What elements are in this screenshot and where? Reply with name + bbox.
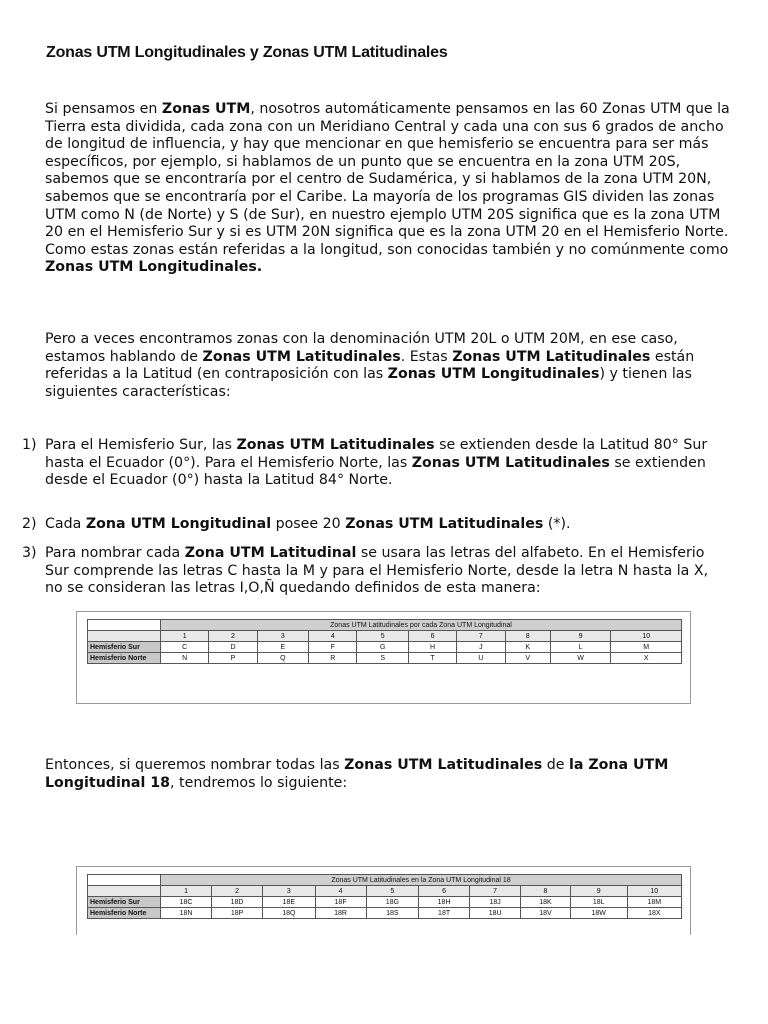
text-run: , tendremos lo siguiente: (170, 774, 348, 791)
table-cell: 18W (570, 908, 627, 919)
table-cell: 18X (627, 908, 681, 919)
column-number: 9 (550, 631, 611, 642)
text-run: Entonces, si queremos nombrar todas las (45, 757, 345, 773)
column-number: 9 (570, 886, 627, 897)
list-number: 1) (22, 437, 37, 453)
table-cell: 18K (521, 897, 571, 908)
table-cell: 18H (419, 897, 470, 908)
column-number: 5 (366, 886, 418, 897)
column-number: 7 (457, 631, 505, 642)
table-cell: 18C (161, 897, 212, 908)
bold-run: Zonas UTM Longitudinales. (45, 259, 263, 276)
table-cell: 18D (212, 897, 263, 908)
table-cell: E (257, 642, 308, 653)
text-run: ) y tienen las siguientes características: (45, 366, 692, 400)
table-cell: S (357, 653, 408, 664)
table-corner (88, 886, 161, 897)
table-corner (88, 620, 161, 631)
column-number: 3 (257, 631, 308, 642)
table-cell: 18N (161, 908, 212, 919)
text-run: se extienden desde la Latitud 80° Sur hasta el Ecuador (0°). Para el Hemisferio Norte, las (45, 437, 708, 471)
text-run: Si pensamos en (45, 101, 162, 117)
table-cell: T (408, 653, 456, 664)
text-run: (*). (543, 516, 571, 532)
table-cell: C (161, 642, 209, 653)
column-number: 8 (521, 886, 571, 897)
bold-run: Zonas UTM Latitudinales (345, 516, 544, 532)
table-figure-zone-18 (76, 866, 691, 935)
table-cell: 18G (366, 897, 418, 908)
table-cell: R (309, 653, 357, 664)
bold-run: Zonas UTM Longitudinales (387, 366, 600, 383)
list-item-text (45, 545, 715, 598)
bold-run: Zona UTM Longitudinal (85, 516, 272, 532)
text-run: Para el Hemisferio Sur, las (45, 437, 237, 453)
table-figure-letters (76, 611, 691, 704)
table-cell: K (505, 642, 550, 653)
table-cell: 18R (315, 908, 366, 919)
table-cell: 18P (212, 908, 263, 919)
text-run: Cada (45, 516, 86, 532)
list-item-text (45, 437, 715, 490)
table-cell: 18U (470, 908, 521, 919)
table-cell: N (161, 653, 209, 664)
bold-run: Zonas UTM Latitudinales (202, 348, 401, 365)
bold-run: Zonas UTM Latitudinales (452, 348, 651, 365)
text-run: están referidas a la Latitud (en contraposición con las (45, 348, 695, 383)
column-number: 3 (263, 886, 315, 897)
row-header: Hemisferio Norte (88, 908, 161, 919)
paragraph-latitudinal (45, 331, 735, 401)
bold-run: la Zona UTM Longitudinal 18 (45, 757, 669, 791)
table-cell: 18J (470, 897, 521, 908)
list-number: 3) (22, 545, 37, 561)
table-cell: 18M (627, 897, 681, 908)
table-corner (88, 875, 161, 886)
column-number: 4 (315, 886, 366, 897)
column-number: 1 (161, 631, 209, 642)
paragraph-zone-18 (45, 757, 735, 792)
table-cell: 18T (419, 908, 470, 919)
column-number: 10 (627, 886, 681, 897)
table-cell: M (611, 642, 682, 653)
table-cell: U (457, 653, 505, 664)
table-cell: 18Q (263, 908, 315, 919)
table-row (88, 642, 682, 653)
table-cell: X (611, 653, 682, 664)
table-caption: Zonas UTM Latitudinales en la Zona UTM Longitudinal 18 (161, 875, 682, 886)
list-number: 2) (22, 516, 37, 532)
row-header: Hemisferio Norte (88, 653, 161, 664)
zone-18-table (87, 874, 682, 919)
paragraph-intro (45, 101, 735, 277)
column-number: 6 (408, 631, 456, 642)
table-cell: W (550, 653, 611, 664)
table-cell: L (550, 642, 611, 653)
table-cell: 18S (366, 908, 418, 919)
table-cell: D (209, 642, 257, 653)
table-cell: 18E (263, 897, 315, 908)
bold-run: Zona UTM Latitudinal (184, 545, 357, 561)
column-number: 7 (470, 886, 521, 897)
row-header: Hemisferio Sur (88, 897, 161, 908)
text-run: . Estas (400, 348, 453, 365)
text-run: Para nombrar cada (45, 545, 185, 561)
column-number: 1 (161, 886, 212, 897)
text-run: Pero a veces encontramos zonas con la denominación UTM 20L o UTM 20M, en ese caso, estamos hablando de (45, 331, 678, 365)
text-run: se usara las letras del alfabeto. En el Hemisferio Sur comprende las letras C hasta la M y para el Hemisferio Norte, desde la letra N hasta la X, no se consideran las letras I,O,Ñ quedando definidos de esta manera: (45, 545, 709, 597)
table-cell: G (357, 642, 408, 653)
row-header: Hemisferio Sur (88, 642, 161, 653)
table-row (88, 897, 682, 908)
list-item-text (45, 516, 715, 534)
column-number: 2 (212, 886, 263, 897)
bold-run: Zonas UTM Latitudinales (236, 437, 435, 453)
table-caption: Zonas UTM Latitudinales por cada Zona UTM Longitudinal (161, 620, 682, 631)
bold-run: Zonas UTM Latitudinales (344, 757, 543, 773)
table-cell: F (309, 642, 357, 653)
table-cell: 18F (315, 897, 366, 908)
document-title: Zonas UTM Longitudinales y Zonas UTM Latitudinales (46, 44, 448, 61)
table-row (88, 908, 682, 919)
zones-table (87, 619, 682, 664)
column-number: 4 (309, 631, 357, 642)
text-run: se extienden desde el Ecuador (0°) hasta la Latitud 84° Norte. (45, 454, 706, 489)
text-run: de (542, 757, 569, 773)
text-run: posee 20 (271, 516, 346, 532)
table-cell: 18V (521, 908, 571, 919)
table-cell: J (457, 642, 505, 653)
table-corner (88, 631, 161, 642)
table-cell: Q (257, 653, 308, 664)
text-run: , nosotros automáticamente pensamos en las 60 Zonas UTM que la Tierra esta dividida, cada zona con un Meridiano Central y cada una con sus 6 grados de ancho de longitud de influencia, y hay que mencionar en que hemisferio se encuentra para ser más específicos, por ejemplo, si hablamos de un punto que se encuentra en la zona UTM 20S, sabemos que se encontraría por el centro de Sudamérica, y si hablamos de la zona UTM 20N, sabemos que se encontraría por el Caribe. La mayoría de los programas GIS dividen las zonas UTM como N (de Norte) y S (de Sur), en nuestro ejemplo UTM 20S significa que es la zona UTM 20 en el Hemisferio Sur y si es UTM 20N significa que es la zona UTM 20 en el Hemisferio Norte. Como estas zonas están referidas a la longitud, son conocidas también y no comúnmente como (45, 101, 730, 258)
table-cell: 18L (570, 897, 627, 908)
column-number: 2 (209, 631, 257, 642)
table-row (88, 653, 682, 664)
table-cell: P (209, 653, 257, 664)
bold-run: Zonas UTM Latitudinales (411, 454, 610, 471)
column-number: 6 (419, 886, 470, 897)
column-number: 5 (357, 631, 408, 642)
table-cell: H (408, 642, 456, 653)
column-number: 8 (505, 631, 550, 642)
column-number: 10 (611, 631, 682, 642)
bold-run: Zonas UTM (161, 101, 251, 117)
table-cell: V (505, 653, 550, 664)
